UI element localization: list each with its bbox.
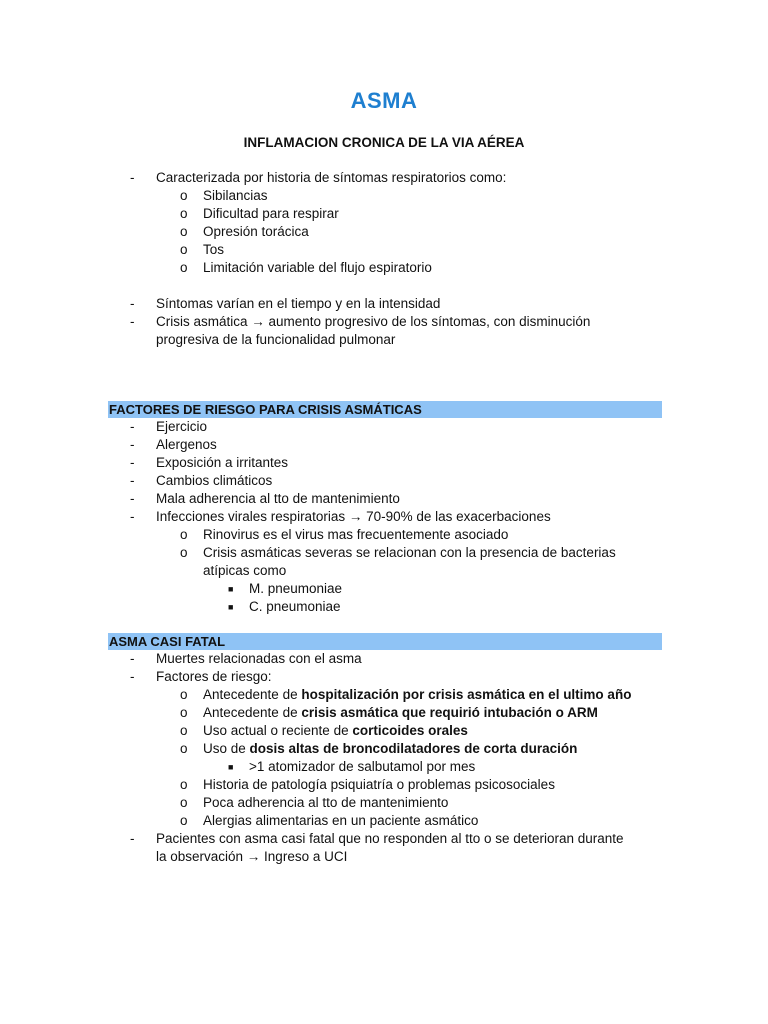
- list-item-text: Infecciones virales respiratorias → 70-90% de las exacerbaciones: [156, 509, 551, 524]
- symptom-item: [0, 223, 768, 241]
- dash-marker: -: [130, 473, 135, 488]
- circle-marker: o: [180, 687, 188, 702]
- circle-marker: o: [180, 813, 188, 828]
- list-item-text: Pacientes con asma casi fatal que no responden al tto o se deterioran durante: [156, 831, 624, 846]
- risk-sub-item: [0, 758, 768, 776]
- dash-marker: -: [130, 314, 135, 329]
- list-item: [0, 830, 768, 848]
- section-header-fatal-asthma: ASMA CASI FATAL: [108, 633, 662, 650]
- risk-text-plain: Uso de: [203, 741, 250, 756]
- list-item-text: Cambios climáticos: [156, 473, 273, 488]
- circle-marker: o: [180, 527, 188, 542]
- section-header-risk-factors: FACTORES DE RIESGO PARA CRISIS ASMÁTICAS: [108, 401, 662, 418]
- symptom-item: [0, 241, 768, 259]
- list-item: [0, 295, 768, 313]
- symptom-item: [0, 205, 768, 223]
- list-item: [0, 454, 768, 472]
- bacteria-item: [0, 580, 768, 598]
- sub-item-text: Crisis asmáticas severas se relacionan con la presencia de bacterias: [203, 545, 616, 560]
- symptom-text: Opresión torácica: [203, 224, 309, 239]
- definition-list: [0, 169, 768, 349]
- page-subtitle: INFLAMACION CRONICA DE LA VIA AÉREA: [243, 135, 525, 150]
- bacteria-text: C. pneumoniae: [249, 599, 341, 614]
- risk-text-bold: dosis altas de broncodilatadores de corta duración: [249, 741, 578, 756]
- dash-marker: -: [130, 669, 135, 684]
- circle-marker: o: [180, 242, 188, 257]
- list-item-text: Muertes relacionadas con el asma: [156, 651, 362, 666]
- symptom-item: [0, 259, 768, 277]
- dash-marker: -: [130, 831, 135, 846]
- sub-item-text: Rinovirus es el virus mas frecuentemente asociado: [203, 527, 509, 542]
- risk-item: [0, 722, 768, 740]
- circle-marker: o: [180, 206, 188, 221]
- dash-marker: -: [130, 296, 135, 311]
- risk-item: [0, 740, 768, 758]
- page-title: ASMA: [350, 88, 418, 113]
- list-item: [0, 668, 768, 686]
- risk-text-plain: Antecedente de: [203, 687, 302, 702]
- risk-sub-text: >1 atomizador de salbutamol por mes: [249, 759, 476, 774]
- circle-marker: o: [180, 777, 188, 792]
- circle-marker: o: [180, 260, 188, 275]
- risk-item-text: [203, 686, 631, 704]
- sub-item: [0, 526, 768, 544]
- risk-item: [0, 776, 768, 794]
- dash-marker: -: [130, 437, 135, 452]
- list-item-text: Alergenos: [156, 437, 217, 452]
- circle-marker: o: [180, 741, 188, 756]
- symptom-text: Dificultad para respirar: [203, 206, 339, 221]
- symptom-item: [0, 187, 768, 205]
- risk-item-text: Historia de patología psiquiatría o problemas psicosociales: [203, 777, 555, 792]
- list-item-text: Mala adherencia al tto de mantenimiento: [156, 491, 400, 506]
- risk-item-text: [203, 704, 598, 722]
- list-item-text: Síntomas varían en el tiempo y en la intensidad: [156, 296, 441, 311]
- risk-item: [0, 704, 768, 722]
- list-item-continuation: [0, 848, 768, 866]
- dash-marker: -: [130, 509, 135, 524]
- sub-item: [0, 544, 768, 562]
- risk-text-bold: corticoides orales: [352, 723, 468, 738]
- dash-marker: -: [130, 491, 135, 506]
- circle-marker: o: [180, 224, 188, 239]
- list-item-text: Factores de riesgo:: [156, 669, 272, 684]
- list-item: [0, 490, 768, 508]
- symptom-text: Tos: [203, 242, 225, 257]
- bacteria-item: [0, 598, 768, 616]
- circle-marker: o: [180, 188, 188, 203]
- risk-item: [0, 812, 768, 830]
- list-item: [0, 436, 768, 454]
- risk-item: [0, 794, 768, 812]
- list-item: [0, 508, 768, 526]
- fatal-asthma-list: [0, 650, 768, 866]
- list-item: [0, 418, 768, 436]
- square-marker: ■: [228, 762, 234, 772]
- risk-item-text: Poca adherencia al tto de mantenimiento: [203, 795, 449, 810]
- dash-marker: -: [130, 170, 135, 185]
- dash-marker: -: [130, 651, 135, 666]
- risk-item-text: [203, 740, 577, 758]
- list-item-text: Exposición a irritantes: [156, 455, 289, 470]
- dash-marker: -: [130, 455, 135, 470]
- symptom-text: Sibilancias: [203, 188, 268, 203]
- list-item-text: progresiva de la funcionalidad pulmonar: [156, 332, 396, 347]
- circle-marker: o: [180, 723, 188, 738]
- dash-marker: -: [130, 419, 135, 434]
- sub-item-text: atípicas como: [203, 563, 287, 578]
- risk-text-bold: hospitalización por crisis asmática en el ultimo año: [301, 687, 632, 702]
- symptom-text: Limitación variable del flujo espiratorio: [203, 260, 432, 275]
- circle-marker: o: [180, 795, 188, 810]
- list-item: [0, 313, 768, 331]
- circle-marker: o: [180, 705, 188, 720]
- list-item-text: la observación → Ingreso a UCI: [156, 849, 348, 864]
- list-item: [0, 472, 768, 490]
- square-marker: ■: [228, 584, 234, 594]
- list-item-continuation: [0, 331, 768, 349]
- risk-item-text: [203, 722, 468, 740]
- risk-item-text: Alergias alimentarias en un paciente asmático: [203, 813, 479, 828]
- list-item-text: Crisis asmática → aumento progresivo de los síntomas, con disminución: [156, 314, 591, 329]
- risk-text-plain: Antecedente de: [203, 705, 302, 720]
- square-marker: ■: [228, 602, 234, 612]
- list-item-text: Ejercicio: [156, 419, 208, 434]
- list-item: [0, 169, 768, 187]
- risk-text-plain: Uso actual o reciente de: [203, 723, 353, 738]
- circle-marker: o: [180, 545, 188, 560]
- bacteria-text: M. pneumoniae: [249, 581, 343, 596]
- list-item: [0, 650, 768, 668]
- sub-item-continuation: [0, 562, 768, 580]
- risk-factors-list: [0, 418, 768, 616]
- risk-item: [0, 686, 768, 704]
- list-item-text: Caracterizada por historia de síntomas respiratorios como:: [156, 170, 507, 185]
- risk-text-bold: crisis asmática que requirió intubación o ARM: [301, 705, 598, 720]
